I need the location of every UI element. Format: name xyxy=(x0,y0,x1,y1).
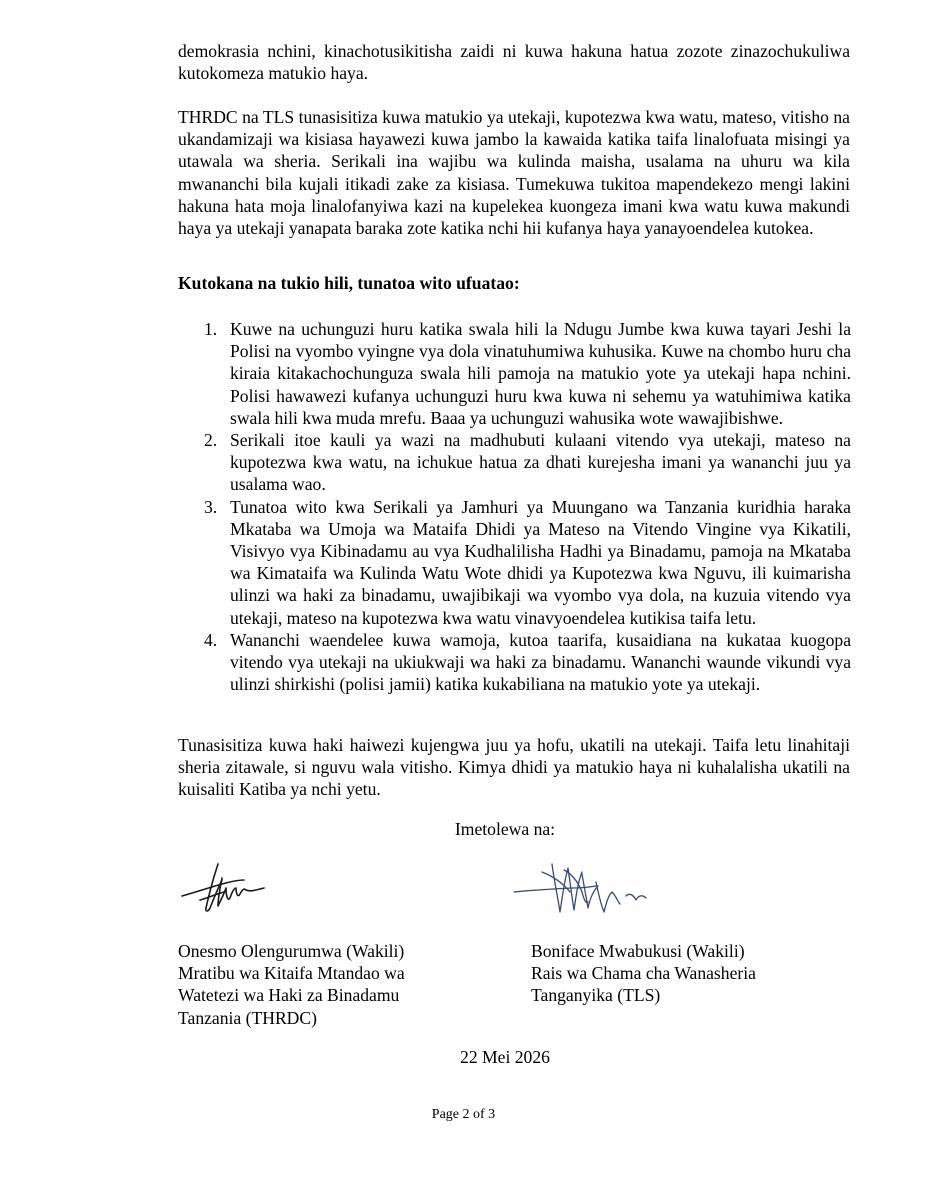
document-date: 22 Mei 2026 xyxy=(460,1047,550,1067)
left-signer-name: Onesmo Olengurumwa (Wakili) xyxy=(178,941,405,961)
issued-by-label: Imetolewa na: xyxy=(454,819,556,839)
recommendations-list xyxy=(204,318,851,695)
closing-paragraph: Tunasisitiza kuwa haki haiwezi kujengwa juu ya hofu, ukatili na utekaji. Taifa letu linahitaji sheria zitawale, si nguvu wala vitisho. Kimya dhidi ya matukio haya ni kuhalalisha ukatili na kuisaliti Katiba ya nchi yetu. xyxy=(178,735,850,800)
left-signer-title-3: Tanzania (THRDC) xyxy=(178,1007,317,1028)
list-number: 2. xyxy=(204,430,218,451)
list-number: 3. xyxy=(204,496,218,517)
list-item xyxy=(204,318,851,429)
left-signature-image xyxy=(178,858,278,918)
list-item xyxy=(204,429,851,496)
intro-paragraph: demokrasia nchini, kinachotusikitisha zaidi ni kuwa hakuna hatua zozote zinazochukuliwa kutokomeza matukio haya. xyxy=(178,41,850,84)
list-item xyxy=(204,629,851,696)
left-signer-title-2: Watetezi wa Haki za Binadamu xyxy=(178,985,400,1006)
page-number-footer: Page 2 of 3 xyxy=(431,1107,496,1122)
right-signer-title-1: Rais wa Chama cha Wanasheria xyxy=(531,963,756,984)
right-signer-title-2: Tanganyika (TLS) xyxy=(531,985,661,1006)
list-text: Serikali itoe kauli ya wazi na madhubuti kulaani vitendo vya utekaji, mateso na kupotezwa kwa watu, na ichukue hatua za dhati kurejesha imani ya wananchi juu ya usalama wao. xyxy=(230,430,851,495)
left-signer-title-1: Mratibu wa Kitaifa Mtandao wa xyxy=(178,963,405,984)
right-signature-image xyxy=(512,852,662,922)
statement-paragraph: THRDC na TLS tunasisitiza kuwa matukio ya utekaji, kupotezwa kwa watu, mateso, vitisho na ukandamizaji wa kisiasa hayawezi kuwa jambo la kawaida katika taifa linalofuata misingi ya utawala wa sheria. Serikali ina wajibu wa kulinda maisha, usalama na uhuru wa kila mwananchi bila kujali itikadi zake za kisiasa. Tumekuwa tukitoa mapendekezo mengi lakini hakuna hata moja linalofanyiwa kazi na kupelekea kuongeza imani kwa watu kuwa makundi haya ya utekaji yanapata baraka zote katika nchi hii kufanya haya yanayoendelea kutokea. xyxy=(178,107,850,239)
right-signer-name: Boniface Mwabukusi (Wakili) xyxy=(531,941,745,961)
section-heading: Kutokana na tukio hili, tunatoa wito ufuatao: xyxy=(178,273,520,293)
list-text: Kuwe na uchunguzi huru katika swala hili la Ndugu Jumbe kwa kuwa tayari Jeshi la Polisi na vyombo vyingne vya dola vinatuhumiwa kuhusika. Kuwe na chombo huru cha kiraia kitakachochunguza swala hili pamoja na matukio yote ya utekaji hapa nchini. Polisi hawawezi kufanya uchunguzi huru kwa kuwa ni sehemu ya watuhimiwa katika swala hili kwa muda mrefu. Baaa ya uchunguzi wahusika wote wawajibishwe. xyxy=(230,319,851,428)
right-signer-block xyxy=(531,940,756,1007)
list-item xyxy=(204,496,851,629)
list-text: Tunatoa wito kwa Serikali ya Jamhuri ya Muungano wa Tanzania kuridhia haraka Mkataba wa Umoja wa Mataifa Dhidi ya Mateso na Vitendo Vingine vya Kikatili, Visivyo vya Kibinadamu au vya Kudhalilisha Hadhi ya Binadamu, pamoja na Mkataba wa Kimataifa wa Kulinda Watu Wote dhidi ya Kupotezwa kwa Nguvu, ili kuimarisha ulinzi wa haki za binadamu, uwajibikaji wa vyombo vya dola, na kuzuia vitendo vya utekaji, mateso na kupotezwa kwa watu vinavyoendelea kutikisa taifa letu. xyxy=(230,496,851,628)
list-number: 4. xyxy=(204,629,218,650)
left-signer-block xyxy=(178,940,405,1029)
list-text: Wananchi waendelee kuwa wamoja, kutoa taarifa, kusaidiana na kukataa kuogopa vitendo vya utekaji na ukiukwaji wa haki za binadamu. Wananchi waunde vikundi vya ulinzi shirkishi (polisi jamii) katika kukabiliana na matukio yote ya utekaji. xyxy=(230,629,851,695)
list-number: 1. xyxy=(204,319,218,339)
